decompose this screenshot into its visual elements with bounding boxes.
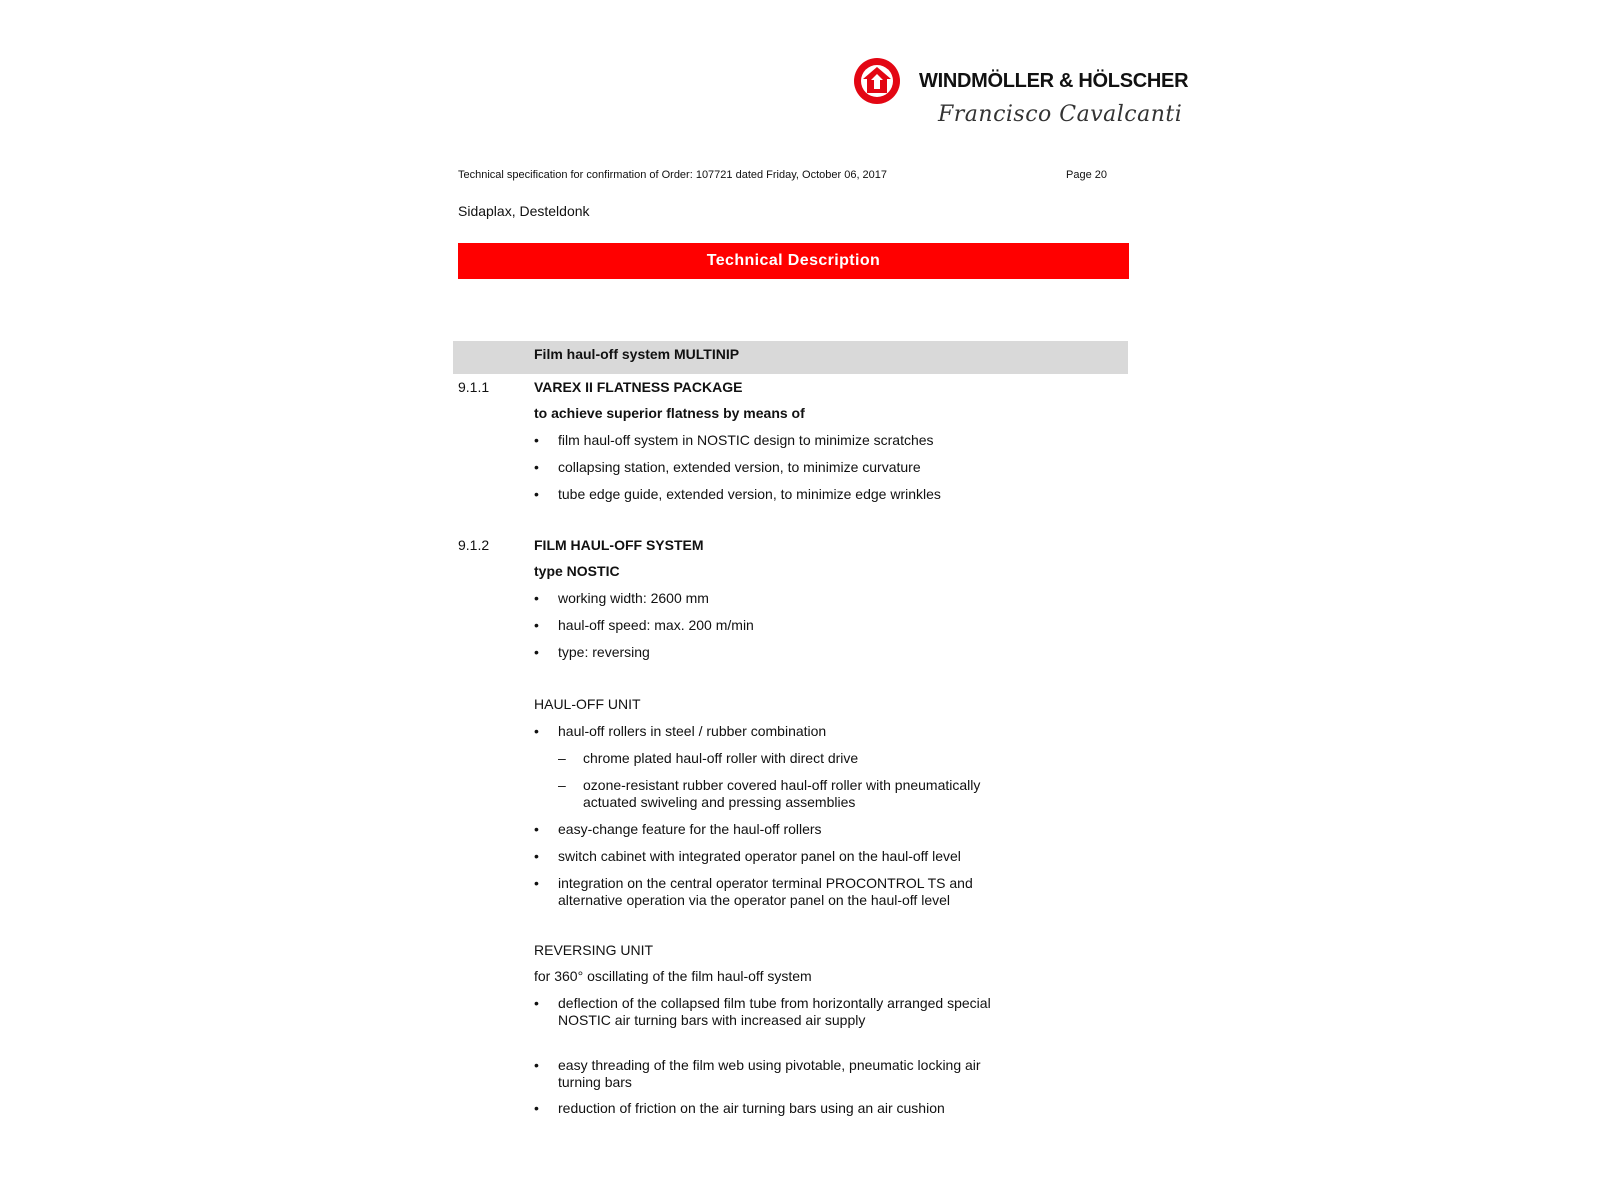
sub-list-item: chrome plated haul-off roller with direct drive xyxy=(583,750,859,766)
sub-list-item: ozone-resistant rubber covered haul-off roller with pneumatically xyxy=(583,777,981,793)
item-number: 9.1.2 xyxy=(458,537,490,553)
list-item-continued: NOSTIC air turning bars with increased air supply xyxy=(558,1012,866,1028)
bullet-icon: • xyxy=(534,617,539,633)
list-item: switch cabinet with integrated operator panel on the haul-off level xyxy=(558,848,961,864)
bullet-icon: • xyxy=(534,995,539,1011)
list-item: working width: 2600 mm xyxy=(558,590,709,606)
dash-icon: – xyxy=(558,750,566,766)
list-item: film haul-off system in NOSTIC design to minimize scratches xyxy=(558,432,934,448)
bullet-icon: • xyxy=(534,432,539,448)
list-item-continued: turning bars xyxy=(558,1074,632,1090)
bullet-icon: • xyxy=(534,821,539,837)
bullet-icon: • xyxy=(534,1100,539,1116)
list-item-continued: alternative operation via the operator panel on the haul-off level xyxy=(558,892,951,908)
list-item: haul-off rollers in steel / rubber combination xyxy=(558,723,827,739)
list-item: haul-off speed: max. 200 m/min xyxy=(558,617,754,633)
subsection-heading: REVERSING UNIT xyxy=(534,942,654,958)
section-title: Film haul-off system MULTINIP xyxy=(534,346,740,362)
bullet-icon: • xyxy=(534,1057,539,1073)
list-item: collapsing station, extended version, to minimize curvature xyxy=(558,459,921,475)
sub-list-item-continued: actuated swiveling and pressing assemblies xyxy=(583,794,856,810)
dash-icon: – xyxy=(558,777,566,793)
bullet-icon: • xyxy=(534,644,539,660)
list-item: easy threading of the film web using pivotable, pneumatic locking air xyxy=(558,1057,981,1073)
customer-name: Sidaplax, Desteldonk xyxy=(458,203,590,219)
item-subtitle: to achieve superior flatness by means of xyxy=(534,405,805,421)
subsection-heading: HAUL-OFF UNIT xyxy=(534,696,641,712)
bullet-icon: • xyxy=(534,848,539,864)
bullet-icon: • xyxy=(534,486,539,502)
bullet-icon: • xyxy=(534,590,539,606)
subsection-intro: for 360° oscillating of the film haul-off system xyxy=(534,968,812,984)
list-item: tube edge guide, extended version, to minimize edge wrinkles xyxy=(558,486,941,502)
bullet-icon: • xyxy=(534,723,539,739)
banner-title: Technical Description xyxy=(706,252,881,269)
item-number: 9.1.1 xyxy=(458,379,490,395)
list-item: deflection of the collapsed film tube from horizontally arranged special xyxy=(558,995,991,1011)
handwritten-signature: Francisco Cavalcanti xyxy=(938,102,1183,127)
bullet-icon: • xyxy=(534,459,539,475)
list-item: easy-change feature for the haul-off rollers xyxy=(558,821,822,837)
item-title: VAREX II FLATNESS PACKAGE xyxy=(534,379,743,395)
title-banner xyxy=(458,243,1129,279)
list-item: reduction of friction on the air turning bars using an air cushion xyxy=(558,1100,945,1116)
item-title: FILM HAUL-OFF SYSTEM xyxy=(534,537,704,553)
list-item: integration on the central operator terminal PROCONTROL TS and xyxy=(558,875,973,891)
spec-header-line: Technical specification for confirmation of Order: 107721 dated Friday, October 06, 2017 xyxy=(458,169,888,181)
list-item: type: reversing xyxy=(558,644,650,660)
item-subtitle: type NOSTIC xyxy=(534,563,620,579)
bullet-icon: • xyxy=(534,875,539,891)
house-in-circle-logo-icon xyxy=(852,56,902,106)
page-number: Page 20 xyxy=(1066,169,1107,181)
company-name: WINDMÖLLER & HÖLSCHER xyxy=(919,70,1189,92)
